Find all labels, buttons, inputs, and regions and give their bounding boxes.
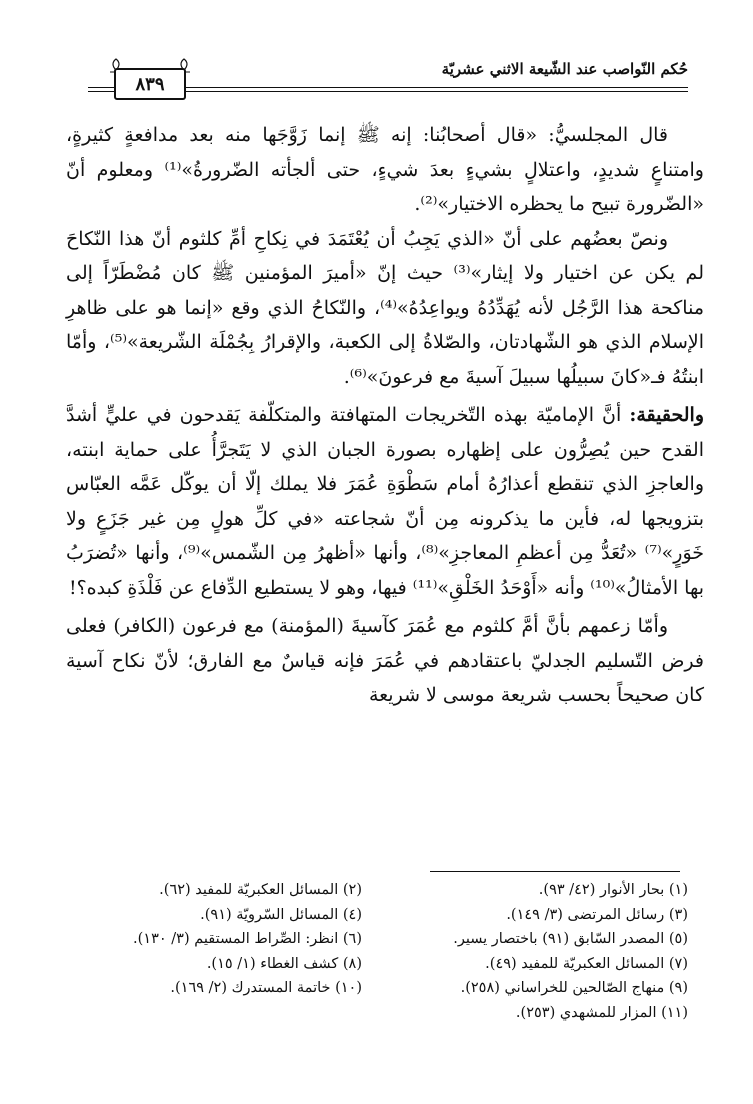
footnotes (48, 878, 688, 1026)
paragraph-lead: والحقيقة: (629, 404, 704, 426)
footnote-item: (٩) منهاج الصّالحين للخراساني (٢٥٨). (460, 980, 688, 997)
footnote-separator (430, 871, 680, 872)
footnote-item: (٤) المسائل السّرويّة (٩١). (200, 906, 362, 923)
footnote-item: (١١) المزار للمشهدي (٢٥٣). (515, 1004, 688, 1021)
main-text (66, 118, 704, 713)
header-rule-top (182, 87, 688, 88)
footnote-item: (٥) المصدر السّابق (٩١) باختصار يسير. (453, 931, 688, 948)
footnote-item: (٢) المسائل العكبريّة للمفيد (٦٢). (159, 882, 362, 898)
header-left-rule-top (88, 87, 114, 88)
footnote-item: (١٠) خاتمة المستدرك (٢/ ١٦٩). (170, 980, 362, 997)
footnote-item: (٨) كشف الغطاء (١/ ١٥). (206, 955, 362, 972)
paragraph: ونصّ بعضُهم على أنّ «الذي يَجِبُ أن يُعْتَمَدَ في نِكاحِ أمِّ كلثوم أنّ هذا النّكاحَ لم يكن عن اختيار ولا إيثار»⁽³⁾ حيث إنّ «أميرَ المؤمنين ﷺ كان مُضْطَرّاً إلى مناكحة هذا الرَّجُل لأنه يُهَدِّدُهُ ويواعِدُهُ»⁽⁴⁾، والنّكاحُ الذي وقع «إنما هو على ظاهرِ الإسلام الذي هو الشّهادتان، والصّلاةُ إلى الكعبة، والإقرارُ بِجُمْلَة الشّريعة»⁽⁵⁾، وأمّا ابنتُهُ فـ«كانَ سبيلُها سبيلَ آسيةَ مع فرعونَ»⁽⁶⁾. (66, 227, 704, 388)
header-title: حُكم النّواصب عند الشّيعة الاثني عشريّة (441, 60, 688, 78)
paragraph: وأمّا زعمهم بأنَّ أمَّ كلثوم مع عُمَرَ كآسيةَ (المؤمنة) مع فرعون (الكافر) فعلى فرض التّسليم الجدليّ باعتقادهم في عُمَرَ فإنه قياسٌ مع الفارق؛ لأنّ نكاح آسية كان صحيحاً بحسب شريعة موسى لا شريعة (66, 615, 704, 706)
paragraph-text: أنَّ الإماميّة بهذه التّخريجات المتهافتة والمتكلّفة يَقدحون في عليٍّ أشدَّ القدح حين يُصِرُّون على إظهاره بصورة الجبان الذي لا يَتَجرَّأُ على حماية ابنته، والعاجزِ الذي تنقطع أعذارُهُ أمام سَطْوَةِ عُمَرَ فلا يملك إلّا أن يوكّل عَمَّه العبّاس بتزويجها له، فأين ما يذكرونه مِن أنّ شجاعته «في كلِّ هولٍ مِن غير جَزَعٍ ولا خَوَرٍ»⁽⁷⁾ «تُعَدُّ مِن أعظمِ المعاجزِ»⁽⁸⁾، وأنها «أظهرُ مِن الشّمس»⁽⁹⁾، وأنها «تُضرَبُ بها الأمثالُ»⁽¹⁰⁾ وأنه «أَوْحَدُ الخَلْقِ»⁽¹¹⁾ فيها، وهو لا يستطيع الدِّفاع عن فَلْذَةِ كبده؟! (66, 404, 705, 599)
paragraph (66, 398, 704, 605)
header-rule-bottom (182, 91, 688, 92)
footnote-item: (٣) رسائل المرتضى (٣/ ١٤٩). (506, 906, 688, 923)
header-left-rule-bottom (88, 91, 114, 92)
footnote-item: (١) بحار الأنوار (٤٢/ ٩٣). (538, 882, 688, 898)
running-header (88, 58, 688, 106)
page-number: ٨٣٩ (114, 68, 186, 100)
footnote-item: (٦) انظر: الصِّراط المستقيم (٣/ ١٣٠). (133, 931, 362, 948)
paragraph: قال المجلسيُّ: «قال أصحابُنا: إنه ﷺ إنما زَوَّجَها منه بعد مدافعةٍ كثيرةٍ، وامتناعٍ شديدٍ، واعتلالٍ بشيءٍ بعدَ شيءٍ، حتى ألجأته الضّرورةُ»⁽¹⁾ ومعلوم أنّ «الضّرورة تبيح ما يحظره الاختيار»⁽²⁾. (66, 124, 704, 215)
footnote-item: (٧) المسائل العكبريّة للمفيد (٤٩). (485, 955, 688, 972)
